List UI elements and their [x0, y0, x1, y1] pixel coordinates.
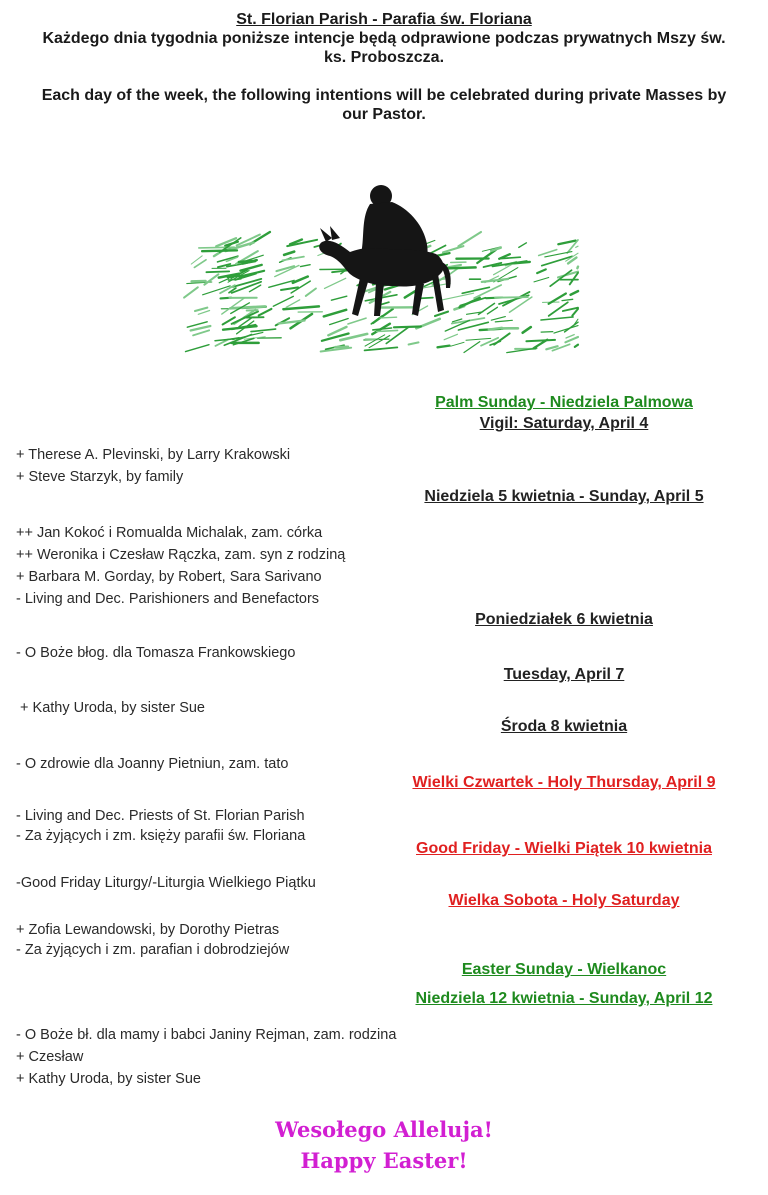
intention-thursday9-1: - Living and Dec. Priests of St. Florian Parish	[16, 808, 305, 824]
day-heading-wednesday-april-8: Środa 8 kwietnia	[500, 718, 628, 735]
intention-friday10-1: -Good Friday Liturgy/-Liturgia Wielkiego Piątku	[16, 875, 316, 891]
day-heading-holy-saturday: Wielka Sobota - Holy Saturday	[448, 892, 680, 909]
intention-easter-1: - O Boże bł. dla mamy i babci Janiny Rejman, zam. rodzina	[16, 1027, 397, 1043]
polish-intro-line-1: Każdego dnia tygodnia poniższe intencje będą odprawione podczas prywatnych Mszy św.	[42, 30, 726, 47]
page-title: St. Florian Parish - Parafia św. Floriana	[236, 11, 532, 28]
intention-tuesday7-1: + Kathy Uroda, by sister Sue	[16, 700, 205, 716]
intention-easter-2: + Czesław	[16, 1049, 84, 1065]
day-heading-tuesday-april-7: Tuesday, April 7	[503, 666, 625, 683]
intention-easter-3: + Kathy Uroda, by sister Sue	[16, 1071, 201, 1087]
intention-wednesday8-1: - O zdrowie dla Joanny Pietniun, zam. tato	[16, 756, 289, 772]
english-intro-line-2: our Pastor.	[342, 106, 426, 123]
header	[0, 10, 768, 124]
day-heading-easter-sunday: Easter Sunday - Wielkanoc	[461, 961, 667, 978]
day-heading-sunday-april-5: Niedziela 5 kwietnia - Sunday, April 5	[424, 488, 704, 505]
intention-vigil-1: + Therese A. Plevinski, by Larry Krakowski	[16, 447, 291, 463]
intention-sunday5-1: ++ Jan Kokoć i Romualda Michalak, zam. córka	[16, 525, 323, 541]
intention-sunday5-2: ++ Weronika i Czesław Rączka, zam. syn z rodziną	[16, 547, 346, 563]
day-heading-palm-sunday: Palm Sunday - Niedziela Palmowa	[435, 394, 693, 411]
easter-greeting-polish: Wesołego Alleluja!	[275, 1117, 493, 1142]
day-heading-vigil: Vigil: Saturday, April 4	[479, 415, 649, 432]
day-heading-good-friday: Good Friday - Wielki Piątek 10 kwietnia	[416, 840, 712, 857]
intention-saturday11-1: + Zofia Lewandowski, by Dorothy Pietras	[16, 922, 280, 938]
intention-sunday5-3: + Barbara M. Gorday, by Robert, Sara Sarivano	[16, 569, 322, 585]
intention-monday6-1: - O Boże błog. dla Tomasza Frankowskiego	[16, 645, 296, 661]
intention-vigil-2: + Steve Starzyk, by family	[16, 469, 184, 485]
day-heading-holy-thursday: Wielki Czwartek - Holy Thursday, April 9	[412, 774, 716, 791]
intention-thursday9-2: - Za żyjących i zm. księży parafii św. Floriana	[16, 828, 306, 844]
day-heading-sunday-april-12: Niedziela 12 kwietnia - Sunday, April 12	[415, 990, 713, 1007]
intention-saturday11-2: - Za żyjących i zm. parafian i dobrodziejów	[16, 942, 290, 958]
palm-sunday-illustration	[180, 182, 582, 360]
polish-intro-line-2: ks. Proboszcza.	[323, 49, 445, 66]
english-intro-line-1: Each day of the week, the following intentions will be celebrated during private Masses by	[41, 87, 727, 104]
easter-greeting-english: Happy Easter!	[300, 1148, 468, 1173]
donkey-rider-icon	[180, 182, 582, 360]
intention-sunday5-4: - Living and Dec. Parishioners and Benefactors	[16, 591, 320, 607]
day-heading-monday-april-6: Poniedziałek 6 kwietnia	[475, 611, 653, 628]
